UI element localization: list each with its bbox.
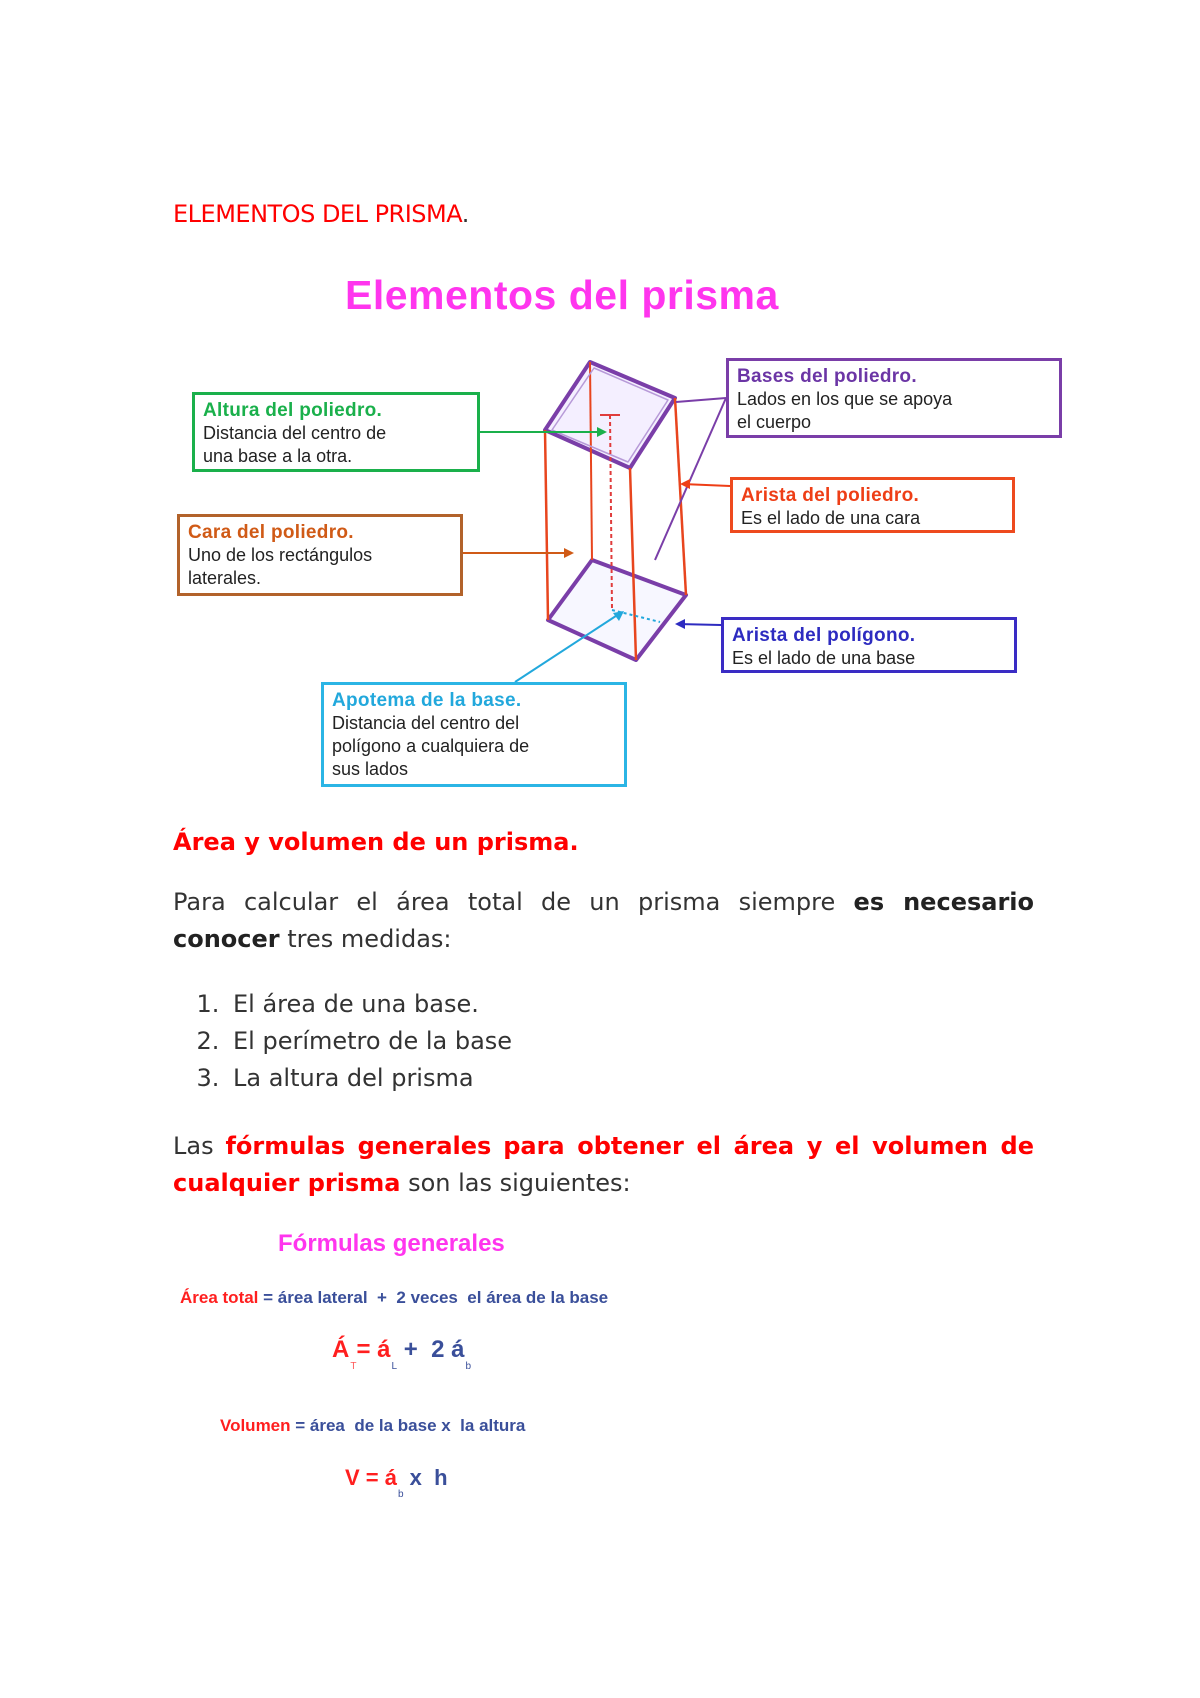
formula-volume-text: Volumen = área de la base x la altura: [220, 1416, 526, 1435]
leader-bases-bottom: [655, 398, 726, 560]
callout-apotema: Apotema de la base. Distancia del centro del polígono a cualquiera de sus lados: [321, 682, 627, 787]
list-item: 2. El perímetro de la base: [227, 1023, 512, 1060]
formula-volume-equation: $V = á_b$ x h: [345, 1465, 448, 1500]
bottom-base: [548, 560, 686, 660]
callout-cara: Cara del poliedro. Uno de los rectángulos laterales.: [177, 514, 463, 596]
list-item: 3. La altura del prisma: [227, 1060, 512, 1097]
callout-arista-poliedro: Arista del poliedro. Es el lado de una cara: [730, 477, 1015, 533]
lateral-edge: [675, 398, 686, 595]
callout-title: Altura del poliedro.: [203, 400, 383, 421]
callout-title: Apotema de la base.: [332, 690, 522, 711]
callout-arista-poligono: Arista del polígono. Es el lado de una base: [721, 617, 1017, 673]
paragraph-intro: Para calcular el área total de un prisma siempre es necesario conocer tres medidas:: [173, 888, 1034, 953]
formula-area-text: Área total = área lateral + 2 veces el área de la base: [180, 1288, 609, 1307]
formulas-title: Fórmulas generales: [278, 1230, 505, 1257]
callout-title: Cara del poliedro.: [188, 522, 354, 543]
callout-altura: Altura del poliedro. Distancia del centro de una base a la otra.: [192, 392, 480, 472]
callout-title: Bases del poliedro.: [737, 366, 917, 387]
leader-bases-top: [676, 398, 726, 402]
lateral-edge: [545, 430, 548, 620]
callout-title: Arista del poliedro.: [741, 485, 920, 506]
list-item: 1. El área de una base.: [227, 986, 512, 1023]
formula-area-equation: $Á_T=$ $á_L + 2$ $á_b$: [332, 1336, 471, 1372]
callout-bases: Bases del poliedro. Lados en los que se apoya el cuerpo: [726, 358, 1062, 438]
section-title: Área y volumen de un prisma.: [173, 828, 579, 856]
page-heading: ELEMENTOS DEL PRISMA.: [173, 200, 469, 228]
callout-title: Arista del polígono.: [732, 625, 916, 646]
paragraph-formulas: Las fórmulas generales para obtener el área y el volumen de cualquier prisma son las siguientes:: [173, 1132, 1034, 1197]
measures-list: [173, 986, 512, 1097]
diagram-title: Elementos del prisma: [345, 272, 779, 318]
